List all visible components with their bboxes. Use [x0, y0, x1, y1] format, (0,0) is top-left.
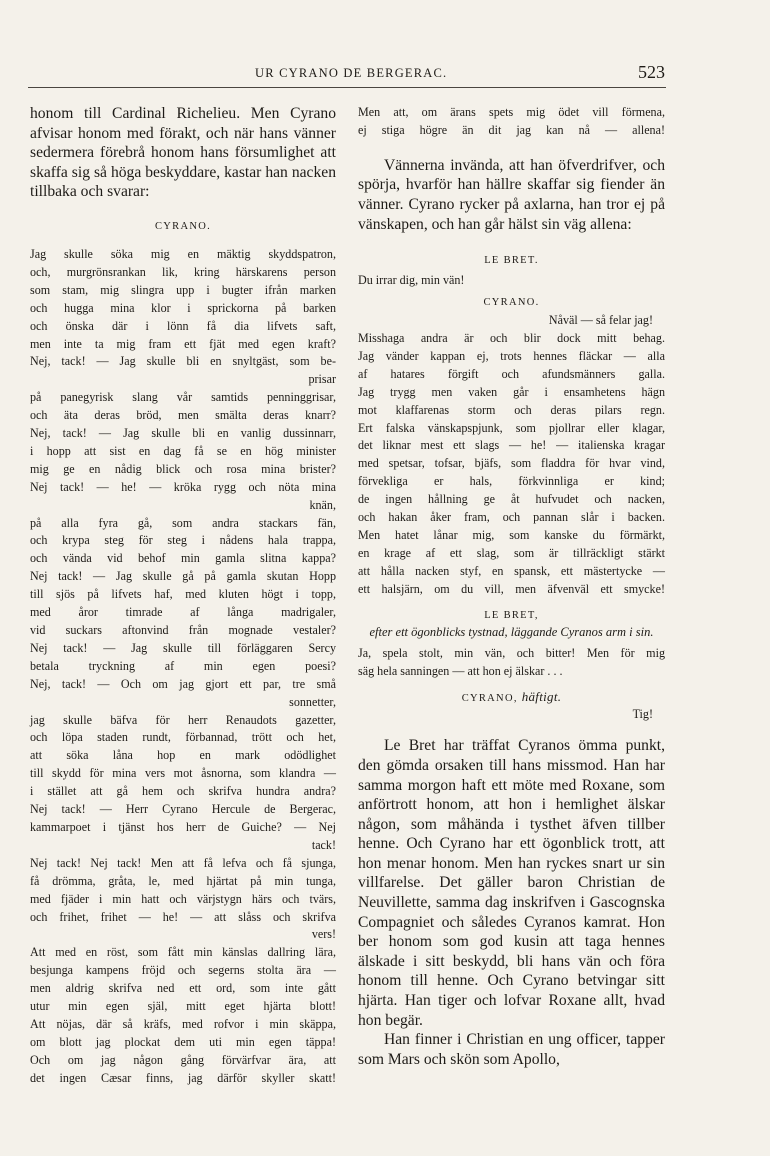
lebret-verse-block [358, 645, 665, 681]
running-title: UR CYRANO DE BERGERAC. [255, 66, 448, 80]
verse-line: och hakan åker fram, och pannan slår i backen. [358, 510, 665, 525]
stage-direction: efter ett ögonblicks tystnad, läggande Cyranos arm i sin. [369, 624, 654, 639]
verse-line: Att med en röst, som fått min känslas dallring lära, [30, 945, 336, 960]
verse-line: det ingen Cæsar finns, jag därför skyller skatt! [30, 1070, 336, 1085]
verse-line: mig ge en nådig blick och rosa mina brister? [30, 461, 336, 476]
verse-line: att söka låna hop en mark odödlighet [30, 748, 336, 763]
verse-line: men inte ta mig fram ett fjät med egen kraft? [30, 336, 336, 351]
verse-line: betala tryckning af min egen poesi? [30, 658, 336, 673]
right-final-paragraph: Han finner i Christian en ung officer, tapper som Mars och skön som Apollo, [358, 1031, 665, 1068]
verse-line: Nej tack! — he! — kröka rygg och nöta mina [30, 479, 336, 494]
verse-line: prisar [308, 372, 336, 387]
verse-line: Att nöjas, där så kräfs, med rofvor i min skäppa, [30, 1016, 336, 1031]
verse-line: mot klaffarenas storm och deras pilars regn. [358, 402, 665, 417]
verse-line: ett halsjärn, om du vill, men äfvenväl ett smycke! [358, 581, 665, 596]
verse-line: Jag vänder kappan ej, trots hennes fläckar — alla [358, 348, 665, 363]
verse-line: i stället att gå hem och skrifva hundra andra? [30, 784, 336, 799]
verse-line: med spetsar, tofsar, bjäfs, som fladdra för hvar vind, [358, 456, 665, 471]
verse-line: vers! [311, 927, 336, 942]
verse-line: knän, [309, 497, 336, 512]
tig-line [358, 706, 665, 724]
verse-line: till skydd för mina vers mot åsnorna, som klandra — [30, 766, 336, 781]
verse-line: Jag skulle söka mig en mäktig skyddspatron, [30, 246, 336, 261]
verse-line: det liknar mest ett slags — he! — italienska kragar [358, 438, 665, 453]
verse-line: vid suckars aftonvind från mognade vestaler? [30, 623, 336, 637]
right-main-paragraph: Le Bret har träffat Cyranos ömma punkt, den gömda orsaken till hans missmod. Han har samma morgon haft ett möte med Roxane, som anförtrott honom, att hon i hemlighet älskar någon, som måhända i tysthet äfven tillber henne. Och Cyrano har ett ögonblick trott, att hon menar honom. Men han ryckes snart ur sin villfarelse. Det gäller baron Christian de Neuvillette, samma dag inskrifven i Gascognska Compagniet och således Cyranos kamrat. Hon ber honom som god kusin att taga hennes älskade i sitt beskydd, bli hans vän och föra honom till henne. Och Cyrano betvingar sitt hjärta. Han tiger och lofvar Roxane allt, hvad hon begär. [358, 737, 665, 1029]
verse-line: Misshaga andra är och blir dock mitt behag. [358, 331, 665, 345]
verse-line: och löpa staden rundt, förbannad, trött och het, [30, 730, 336, 745]
page-number: 523 [638, 62, 665, 82]
verse-line: sonnetter, [289, 694, 336, 709]
verse-line: om blott jag plockat dem uti min egen täppa! [30, 1034, 336, 1049]
verse-line: med fjäder i min hatt och värjstygn härs och tvärs, [30, 891, 336, 906]
verse-line: Nej tack! — Jag skulle gå på gamla skutan Hopp [30, 569, 336, 584]
verse-line: tack! [311, 837, 336, 852]
verse-line: och äta deras bröd, men smälta deras knarr? [30, 408, 336, 423]
verse-line: Nej tack! — Herr Cyrano Hercule de Bergerac, [30, 802, 336, 817]
verse-line: Nej, tack! — Jag skulle bli en vanlig dussinnarr, [30, 426, 336, 441]
speaker-label: CYRANO. [154, 220, 212, 232]
verse-line: att hålla nacken styf, en spansk, ett mästertycke — [358, 563, 665, 578]
lebret-verse [358, 272, 665, 290]
speaker-label-cyrano-2 [358, 690, 665, 706]
verse-line: Nej tack! — Jag skulle till förläggaren Sercy [30, 640, 336, 655]
cyrano-verse-block [358, 330, 665, 599]
right-verse-top [358, 104, 665, 140]
verse-line: på alla fyra gå, som andra stackars fän, [30, 515, 336, 530]
verse-line: Ja, spela stolt, min vän, och bitter! Men för mig [358, 645, 665, 660]
verse-line: få drömma, gråta, le, med hjärtat på min tunga, [30, 873, 336, 888]
verse-line: en krage af ett slag, som är tillräckligt stärkt [358, 545, 665, 560]
right-intro-paragraph: Vännerna invända, att han öfverdrifver, och spörja, hvarför han hällre skaffar sig fiender än vänner. Cyrano rycker på axlarna, han tror ej på vänskapen, och han går hälst sin väg allena: [358, 156, 665, 233]
verse-line: på panegyrisk slang vår samtids penninggrisar, [30, 390, 336, 405]
right-column [358, 104, 665, 1069]
speaker-label-lebret: LE BRET. [484, 255, 539, 267]
verse-line: säg hela sanningen — att hon ej älskar . . . [358, 663, 563, 678]
verse-line: Jag trygg men vaken går i ensamhetens hägn [358, 384, 665, 399]
cyrano-first-line [358, 312, 665, 330]
speaker-direction: häftigt. [521, 689, 562, 705]
verse-line: Men att, om ärans spets mig ödet vill förmena, [358, 105, 665, 119]
verse-line: som stam, mig slingra upp i bugter ifrån marken [30, 282, 336, 297]
verse-line: och, murgrönsrankan lik, kring härskarens person [30, 264, 336, 279]
verse-line: och önska där i lönn få dia lifvets saft, [30, 318, 336, 333]
left-verse-block [30, 246, 336, 1088]
verse-line: utur min egen själ, mitt eget hjärta blott! [30, 999, 336, 1014]
page-header [0, 62, 770, 86]
verse-line: ej stiga högre än dit jag kan nå — allena! [358, 122, 665, 137]
verse-line: Men hatet lånar mig, som kanske du förmärkt, [358, 527, 665, 542]
speaker-name: CYRANO, [461, 693, 518, 705]
left-column [30, 104, 336, 1088]
verse-line: jag skulle bäfva för herr Renaudots gazetter, [30, 712, 336, 727]
verse-line: Nej, tack! — Jag skulle bli en snyltgäst, som be- [30, 354, 336, 369]
verse-line: och hugga mina klor i sprickorna på barken [30, 300, 336, 315]
header-rule [28, 87, 666, 88]
verse-line: Nej, tack! — Och om jag gjort ett par, tre små [30, 676, 336, 691]
verse-line: af hatares förgift och afundsmänners galla. [358, 366, 665, 381]
verse-line: Ert falska vänskapspjunk, som pjollrar eller klagar, [358, 420, 665, 435]
verse-line: till sjös på lifvets haf, med kluten högt i topp, [30, 587, 336, 602]
verse-line: Nåväl — så felar jag! [548, 313, 653, 328]
verse-line: de ingen hållning ge åt hufvudet och nacken, [358, 492, 665, 507]
verse-line: Och om jag någon gång förvärfvar ära, att [30, 1052, 336, 1067]
verse-line: förvekliga er hals, förkvinnliga er kind; [358, 474, 665, 489]
verse-line: i hopp att sist en dag få se en hög minister [30, 443, 336, 458]
left-intro-paragraph: honom till Cardinal Richelieu. Men Cyrano afvisar honom med förakt, och när hans vänner sedermera förebrå honom hans försumlighet att skaffa sig så höga beskyddare, kastar han nacken tillbaka och svarar: [30, 105, 336, 201]
speaker-label-lebret-2: LE BRET, [484, 609, 539, 621]
verse-line: Tig! [632, 707, 653, 722]
verse-line: besjunga kampens fröjd och segerns stolta ära — [30, 963, 336, 978]
verse-line: Du irrar dig, min vän! [358, 273, 465, 288]
verse-line: och vända vid behof min gamla slitna kappa? [30, 551, 336, 566]
verse-line: kammarpoet i tjänst hos herr de Guiche? — Nej [30, 819, 336, 834]
verse-line: och frihet, frihet — he! — att slåss och skrifva [30, 909, 336, 924]
verse-line: Nej tack! Nej tack! Men att få lefva och få sjunga, [30, 855, 336, 870]
verse-line: men aldrig skrifva ned ett ord, som inte gått [30, 981, 336, 996]
speaker-label-cyrano: CYRANO. [483, 297, 540, 309]
verse-line: med åror timrade af långa madrigaler, [30, 605, 336, 620]
verse-line: och krypa steg för steg i nådens hala trappa, [30, 533, 336, 548]
